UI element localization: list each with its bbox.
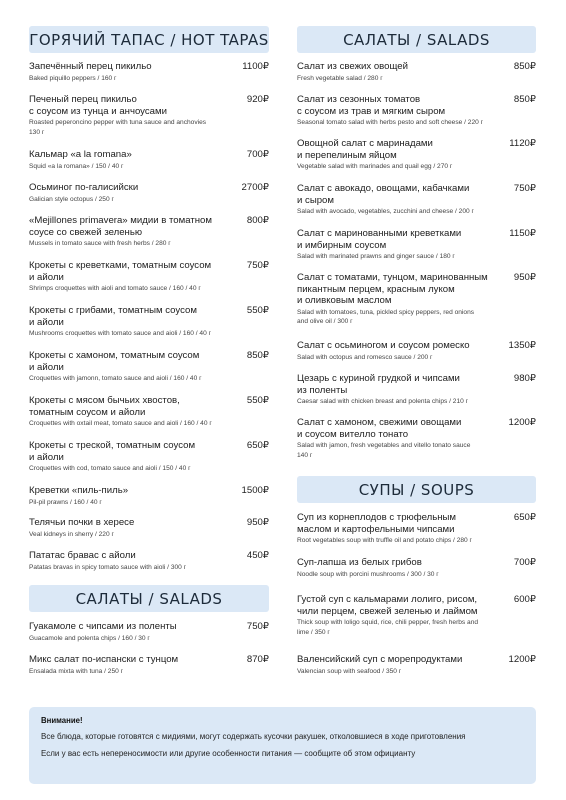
- notice-box: [29, 707, 536, 784]
- menu-item-name: Крокеты с мясом бычьих хвостов, томатным соусом и айоли: [29, 395, 180, 418]
- notice-line-allergies: Если у вас есть непереносимости или другие особенности питания — сообщите об этом официанту: [41, 749, 416, 758]
- menu-item-name: Салат из свежих овощей: [297, 61, 408, 72]
- menu-item-name: Крокеты с грибами, томатным соусом и айоли: [29, 305, 197, 328]
- menu-item-price: 550₽: [246, 395, 269, 406]
- menu-item-header: [297, 373, 536, 396]
- menu-item-name: Овощной салат с маринадами и перепелиным яйцом: [297, 138, 433, 161]
- menu-item-header: [29, 61, 269, 73]
- section-header-salads-left: САЛАТЫ / SALADS: [29, 585, 269, 612]
- menu-item-description: Salad with tomatoes, tuna, pickled spicy peppers, red onions and olive oil / 300 г: [297, 308, 475, 326]
- menu-item-header: [29, 215, 269, 238]
- menu-item: [29, 94, 269, 137]
- menu-item-description: Ensalada mixta with tuna / 250 г: [29, 667, 124, 675]
- menu-item-description: Guacamole and polenta chips / 160 / 30 г: [29, 634, 150, 642]
- menu-item-price: 550₽: [246, 305, 269, 316]
- menu-item: [29, 621, 269, 643]
- menu-item-name: Крокеты с креветками, томатным соусом и айоли: [29, 260, 212, 283]
- menu-item-name: Суп-лапша из белых грибов: [297, 557, 422, 568]
- menu-item: [29, 550, 269, 572]
- menu-item-header: [29, 305, 269, 328]
- menu-item-description: Baked piquillo peppers / 160 г: [29, 74, 117, 82]
- notice-title: Внимание!: [41, 716, 83, 725]
- menu-item: [29, 260, 269, 294]
- menu-item-name: Телячьи почки в хересе: [29, 517, 135, 528]
- menu-item-price: 1200₽: [508, 417, 536, 428]
- menu-item-description: Pil-pil prawns / 160 / 40 г: [29, 498, 102, 506]
- menu-item-price: 650₽: [513, 512, 536, 523]
- menu-item-description: Salad with jamon, fresh vegetables and vitello tonato sauce 140 г: [297, 442, 471, 459]
- menu-item-description: Seasonal tomato salad with herbs pesto and soft cheese / 220 г: [297, 119, 484, 127]
- notice-line-mussels: Все блюда, которые готовятся с мидиями, могут содержать кусочки ракушек, отколовшиеся в ходе приготовления: [41, 732, 466, 741]
- menu-item: [29, 440, 269, 474]
- menu-item-price: 1350₽: [508, 340, 536, 351]
- menu-item-price: 750₽: [513, 183, 536, 194]
- menu-item-name: Салат с маринованными креветками и имбирным соусом: [297, 228, 462, 251]
- menu-item-header: [297, 138, 536, 161]
- menu-item-header: [29, 550, 269, 562]
- menu-item-description: Croquettes with jamonn, tomato sauce and aioli / 160 / 40 г: [29, 375, 202, 383]
- menu-item-header: [297, 654, 536, 666]
- menu-item-name: Салат с хамоном, свежими овощами и соусом вителло тонато: [297, 417, 462, 440]
- menu-item-header: [297, 557, 536, 569]
- menu-item-header: [29, 94, 269, 117]
- menu-item-price: 1500₽: [241, 485, 269, 496]
- menu-item-header: [297, 61, 536, 73]
- menu-item-header: [297, 272, 536, 307]
- menu-item: [297, 373, 536, 407]
- menu-item-price: 950₽: [513, 272, 536, 283]
- menu-item-name: «Mejillones primavera» мидии в томатном соусе со свежей зеленью: [29, 215, 212, 238]
- menu-item: [29, 182, 269, 204]
- menu-item-price: 850₽: [246, 350, 269, 361]
- menu-item-price: 750₽: [246, 260, 269, 271]
- menu-item-name: Салат с томатами, тунцом, маринованным пикантным перцем, красным луком и оливковым маслом: [297, 272, 488, 307]
- menu-item-price: 800₽: [246, 215, 269, 226]
- menu-item-header: [297, 228, 536, 251]
- menu-item-name: Салат с осьминогом и соусом ромеско: [297, 340, 470, 351]
- menu-item-description: Patatas bravas in spicy tomato sauce with aioli / 300 г: [29, 563, 187, 571]
- menu-item-header: [297, 340, 536, 352]
- menu-item-price: 920₽: [246, 94, 269, 105]
- menu-item: [29, 215, 269, 249]
- section-header-salads-right: САЛАТЫ / SALADS: [297, 26, 536, 53]
- menu-item: [297, 417, 536, 460]
- menu-item-header: [29, 260, 269, 283]
- menu-item-price: 980₽: [513, 373, 536, 384]
- menu-item-description: Croquettes with oxtail meat, tomato sauce and aioli / 160 / 40 г: [29, 420, 212, 428]
- menu-item-price: 850₽: [513, 94, 536, 105]
- menu-item-description: Squid «a la romana» / 150 / 40 г: [29, 162, 124, 170]
- menu-item-description: Veal kidneys in sherry / 220 г: [29, 530, 114, 538]
- menu-item-name: Креветки «пиль-пиль»: [29, 485, 129, 496]
- menu-item: [29, 61, 269, 83]
- menu-item: [297, 512, 536, 546]
- menu-item-header: [297, 417, 536, 440]
- menu-item-header: [297, 94, 536, 117]
- menu-item-name: Гуакамоле с чипсами из поленты: [29, 621, 177, 632]
- menu-item: [297, 183, 536, 217]
- menu-item-header: [29, 395, 269, 418]
- menu-item: [297, 138, 536, 172]
- menu-item-header: [29, 621, 269, 633]
- menu-item-name: Густой суп с кальмарами лолиго, рисом, чили перцем, свежей зеленью и лаймом: [297, 594, 478, 617]
- menu-item-description: Vegetable salad with marinades and quail egg / 270 г: [297, 163, 453, 171]
- menu-item: [297, 272, 536, 327]
- menu-item: [29, 305, 269, 339]
- menu-item-description: Mussels in tomato sauce with fresh herbs / 280 г: [29, 240, 171, 248]
- menu-item-price: 650₽: [246, 440, 269, 451]
- menu-item-name: Цезарь с куриной грудкой и чипсами из поленты: [297, 373, 460, 396]
- menu-item-header: [29, 182, 269, 194]
- menu-item-name: Печеный перец пикильо с соусом из тунца и анчоусами: [29, 94, 167, 117]
- menu-item-description: Mushrooms croquettes with tomato sauce and aioli / 160 / 40 г: [29, 330, 211, 338]
- menu-item: [29, 485, 269, 507]
- menu-item-description: Shrimps croquettes with aioli and tomato sauce / 160 / 40 г: [29, 285, 201, 293]
- menu-item: [297, 94, 536, 128]
- menu-item-header: [29, 654, 269, 666]
- menu-item-header: [29, 485, 269, 497]
- menu-item-price: 850₽: [513, 61, 536, 72]
- menu-item-name: Валенсийский суп с морепродуктами: [297, 654, 463, 665]
- menu-item-price: 870₽: [246, 654, 269, 665]
- menu-item-name: Салат из сезонных томатов с соусом из трав и мягким сыром: [297, 94, 446, 117]
- menu-item-price: 600₽: [513, 594, 536, 605]
- menu-item-header: [297, 512, 536, 535]
- menu-item-description: Galician style octopus / 250 г: [29, 195, 114, 203]
- menu-item: [29, 350, 269, 384]
- menu-item-header: [297, 594, 536, 617]
- menu-item: [29, 517, 269, 539]
- menu-item-price: 700₽: [246, 149, 269, 160]
- menu-item-price: 750₽: [246, 621, 269, 632]
- menu-item-price: 700₽: [513, 557, 536, 568]
- menu-item-price: 1120₽: [509, 138, 536, 149]
- menu-item-description: Noodle soup with porcini mushrooms / 300 / 30 г: [297, 570, 439, 578]
- menu-item: [29, 654, 269, 676]
- menu-item-description: Salad with avocado, vegetables, zucchini and cheese / 200 г: [297, 208, 474, 216]
- menu-item-name: Кальмар «a la romana»: [29, 149, 132, 160]
- menu-item-header: [29, 350, 269, 373]
- menu-item-header: [29, 149, 269, 161]
- menu-item-header: [297, 183, 536, 206]
- menu-item-description: Salad with marinated prawns and ginger sauce / 180 г: [297, 253, 455, 261]
- menu-item: [297, 594, 536, 637]
- menu-item-price: 950₽: [246, 517, 269, 528]
- menu-item-name: Запечённый перец пикильо: [29, 61, 152, 72]
- menu-item-name: Суп из корнеплодов с трюфельным маслом и картофельными чипсами: [297, 512, 457, 535]
- menu-item-name: Салат с авокадо, овощами, кабачками и сыром: [297, 183, 470, 206]
- menu-item: [297, 557, 536, 579]
- menu-item-description: Valencian soup with seafood / 350 г: [297, 667, 402, 675]
- menu-item: [297, 228, 536, 262]
- menu-item-header: [29, 440, 269, 463]
- menu-item: [29, 395, 269, 429]
- menu-item-description: Salad with octopus and romesco sauce / 200 г: [297, 353, 433, 361]
- menu-item-description: Fresh vegetable salad / 280 г: [297, 74, 383, 82]
- menu-item: [297, 340, 536, 362]
- menu-item-price: 2700₽: [241, 182, 269, 193]
- menu-item-name: Осьминог по-галисийски: [29, 182, 139, 193]
- menu-item-description: Roasted peperoncino pepper with tuna sauce and anchovies 130 г: [29, 119, 207, 136]
- menu-item-name: Микс салат по-испански с тунцом: [29, 654, 179, 665]
- menu-item-price: 1100₽: [242, 61, 269, 72]
- menu-item-name: Крокеты с хамоном, томатным соусом и айоли: [29, 350, 200, 373]
- menu-item-price: 1150₽: [509, 228, 536, 239]
- menu-item-name: Пататас бравас с айоли: [29, 550, 136, 561]
- menu-item-header: [29, 517, 269, 529]
- menu-item: [29, 149, 269, 171]
- menu-item: [297, 654, 536, 676]
- section-header-hot-tapas: ГОРЯЧИЙ ТАПАС / HOT TAPAS: [29, 26, 269, 53]
- menu-item-description: Croquettes with cod, tomato sauce and aioli / 150 / 40 г: [29, 465, 191, 473]
- menu-item-name: Крокеты с треской, томатным соусом и айоли: [29, 440, 196, 463]
- menu-item-price: 450₽: [246, 550, 269, 561]
- menu-item-price: 1200₽: [508, 654, 536, 665]
- menu-item-description: Thick soup with loligo squid, rice, chili pepper, fresh herbs and lime / 350 г: [297, 619, 479, 636]
- menu-item-description: Caesar salad with chicken breast and polenta chips / 210 г: [297, 398, 469, 406]
- section-header-soups: СУПЫ / SOUPS: [297, 476, 536, 503]
- menu-item-description: Root vegetables soup with truffle oil and potato chips / 280 г: [297, 537, 472, 545]
- menu-item: [297, 61, 536, 83]
